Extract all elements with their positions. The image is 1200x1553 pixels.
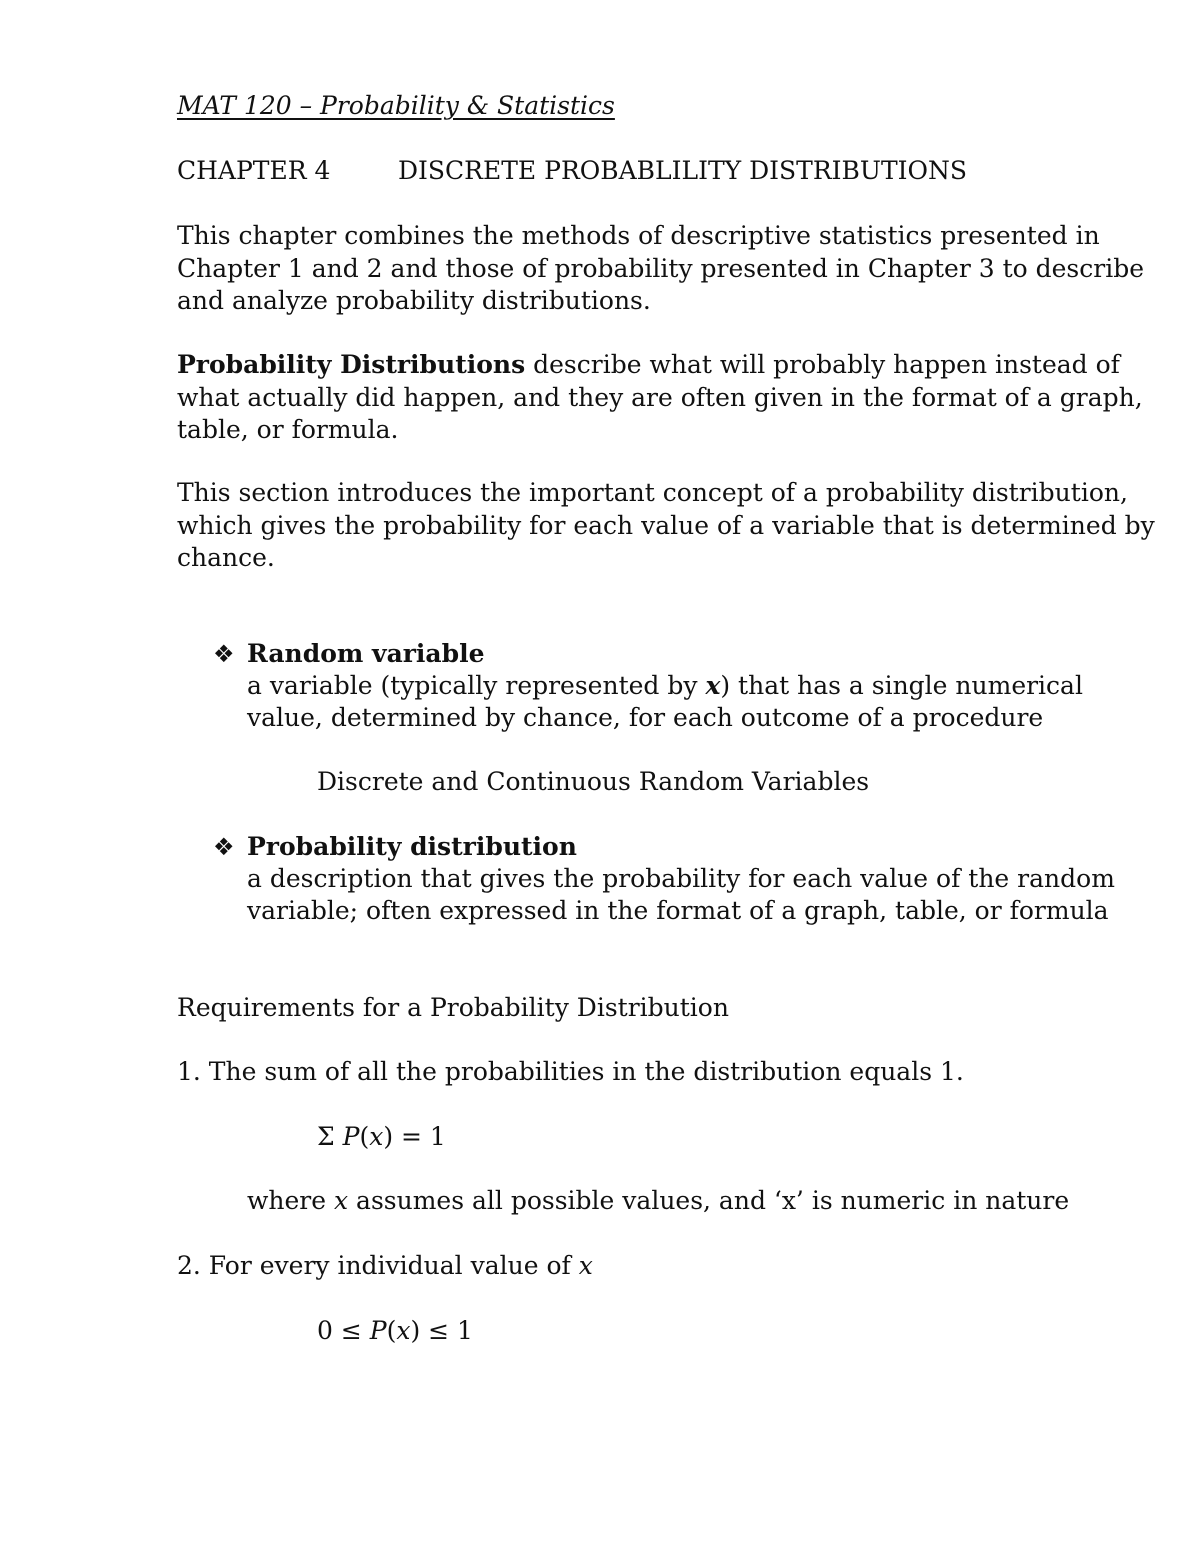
paragraph-text: describe what will probably happen instead of xyxy=(525,350,1120,379)
chapter-title: DISCRETE PROBABLILITY DISTRIBUTIONS xyxy=(398,156,968,185)
intro-line: and analyze probability distributions. xyxy=(177,286,651,315)
where-text: where xyxy=(247,1186,334,1215)
formula-probability-range xyxy=(317,1315,473,1348)
formula-lead: 0 ≤ xyxy=(317,1316,370,1345)
diamond-bullet-icon: ❖ xyxy=(213,833,235,861)
definition-text: a variable (typically represented by xyxy=(247,671,706,700)
formula-x: x xyxy=(369,1122,384,1151)
bullet-title: Random variable xyxy=(247,639,485,668)
course-title: MAT 120 – Probability & Statistics xyxy=(177,91,615,120)
formula-paren: ( xyxy=(359,1122,370,1151)
subheading-discrete-continuous: Discrete and Continuous Random Variables xyxy=(317,767,870,796)
sigma-symbol: Σ xyxy=(317,1122,343,1151)
formula-paren: ( xyxy=(386,1316,397,1345)
bullet-definition-line: variable; often expressed in the format of a graph, table, or formula xyxy=(247,896,1109,925)
probability-distributions-paragraph xyxy=(177,349,1143,447)
intro-paragraph xyxy=(177,220,1144,318)
bullet-definition-line xyxy=(247,670,1083,703)
bullet-definition-line: value, determined by chance, for each outcome of a procedure xyxy=(247,703,1044,732)
formula-rest: ) = 1 xyxy=(383,1122,446,1151)
formula-x: x xyxy=(578,1251,593,1280)
variable-x: x xyxy=(705,671,721,700)
paragraph-line: what actually did happen, and they are often given in the format of a graph, xyxy=(177,382,1143,412)
where-text: assumes all possible values, and ‘x’ is numeric in nature xyxy=(348,1186,1070,1215)
bullet-definition-line: a description that gives the probability for each value of the random xyxy=(247,864,1115,893)
term-probability-distributions: Probability Distributions xyxy=(177,350,526,379)
formula-x: x xyxy=(334,1186,349,1215)
section-intro-paragraph xyxy=(177,477,1155,575)
definition-text: ) that has a single numerical xyxy=(720,671,1083,700)
chapter-number: CHAPTER 4 xyxy=(177,156,331,185)
paragraph-line: which gives the probability for each value of a variable that is determined by xyxy=(177,510,1155,540)
requirements-heading: Requirements for a Probability Distribution xyxy=(177,993,729,1022)
intro-line: Chapter 1 and 2 and those of probability presented in Chapter 3 to describe xyxy=(177,253,1144,283)
formula-p: P xyxy=(342,1122,360,1151)
formula-p: P xyxy=(369,1316,387,1345)
bullet-probability-distribution xyxy=(213,831,577,864)
paragraph-line: This section introduces the important concept of a probability distribution, xyxy=(177,478,1128,507)
formula-sum-equals-one xyxy=(317,1121,446,1154)
paragraph-line: chance. xyxy=(177,543,275,572)
paragraph-line xyxy=(177,349,1143,382)
diamond-bullet-icon: ❖ xyxy=(213,640,235,668)
chapter-heading xyxy=(177,155,967,188)
formula-rest: ) ≤ 1 xyxy=(410,1316,473,1345)
bullet-random-variable xyxy=(213,638,485,671)
bullet-title: Probability distribution xyxy=(247,832,577,861)
intro-line: This chapter combines the methods of descriptive statistics presented in xyxy=(177,221,1100,250)
requirement-2 xyxy=(177,1250,593,1283)
formula-x: x xyxy=(396,1316,411,1345)
requirement-1: 1. The sum of all the probabilities in the distribution equals 1. xyxy=(177,1057,964,1086)
where-line xyxy=(247,1185,1069,1218)
paragraph-line: table, or formula. xyxy=(177,415,399,444)
requirement-text: 2. For every individual value of xyxy=(177,1251,579,1280)
